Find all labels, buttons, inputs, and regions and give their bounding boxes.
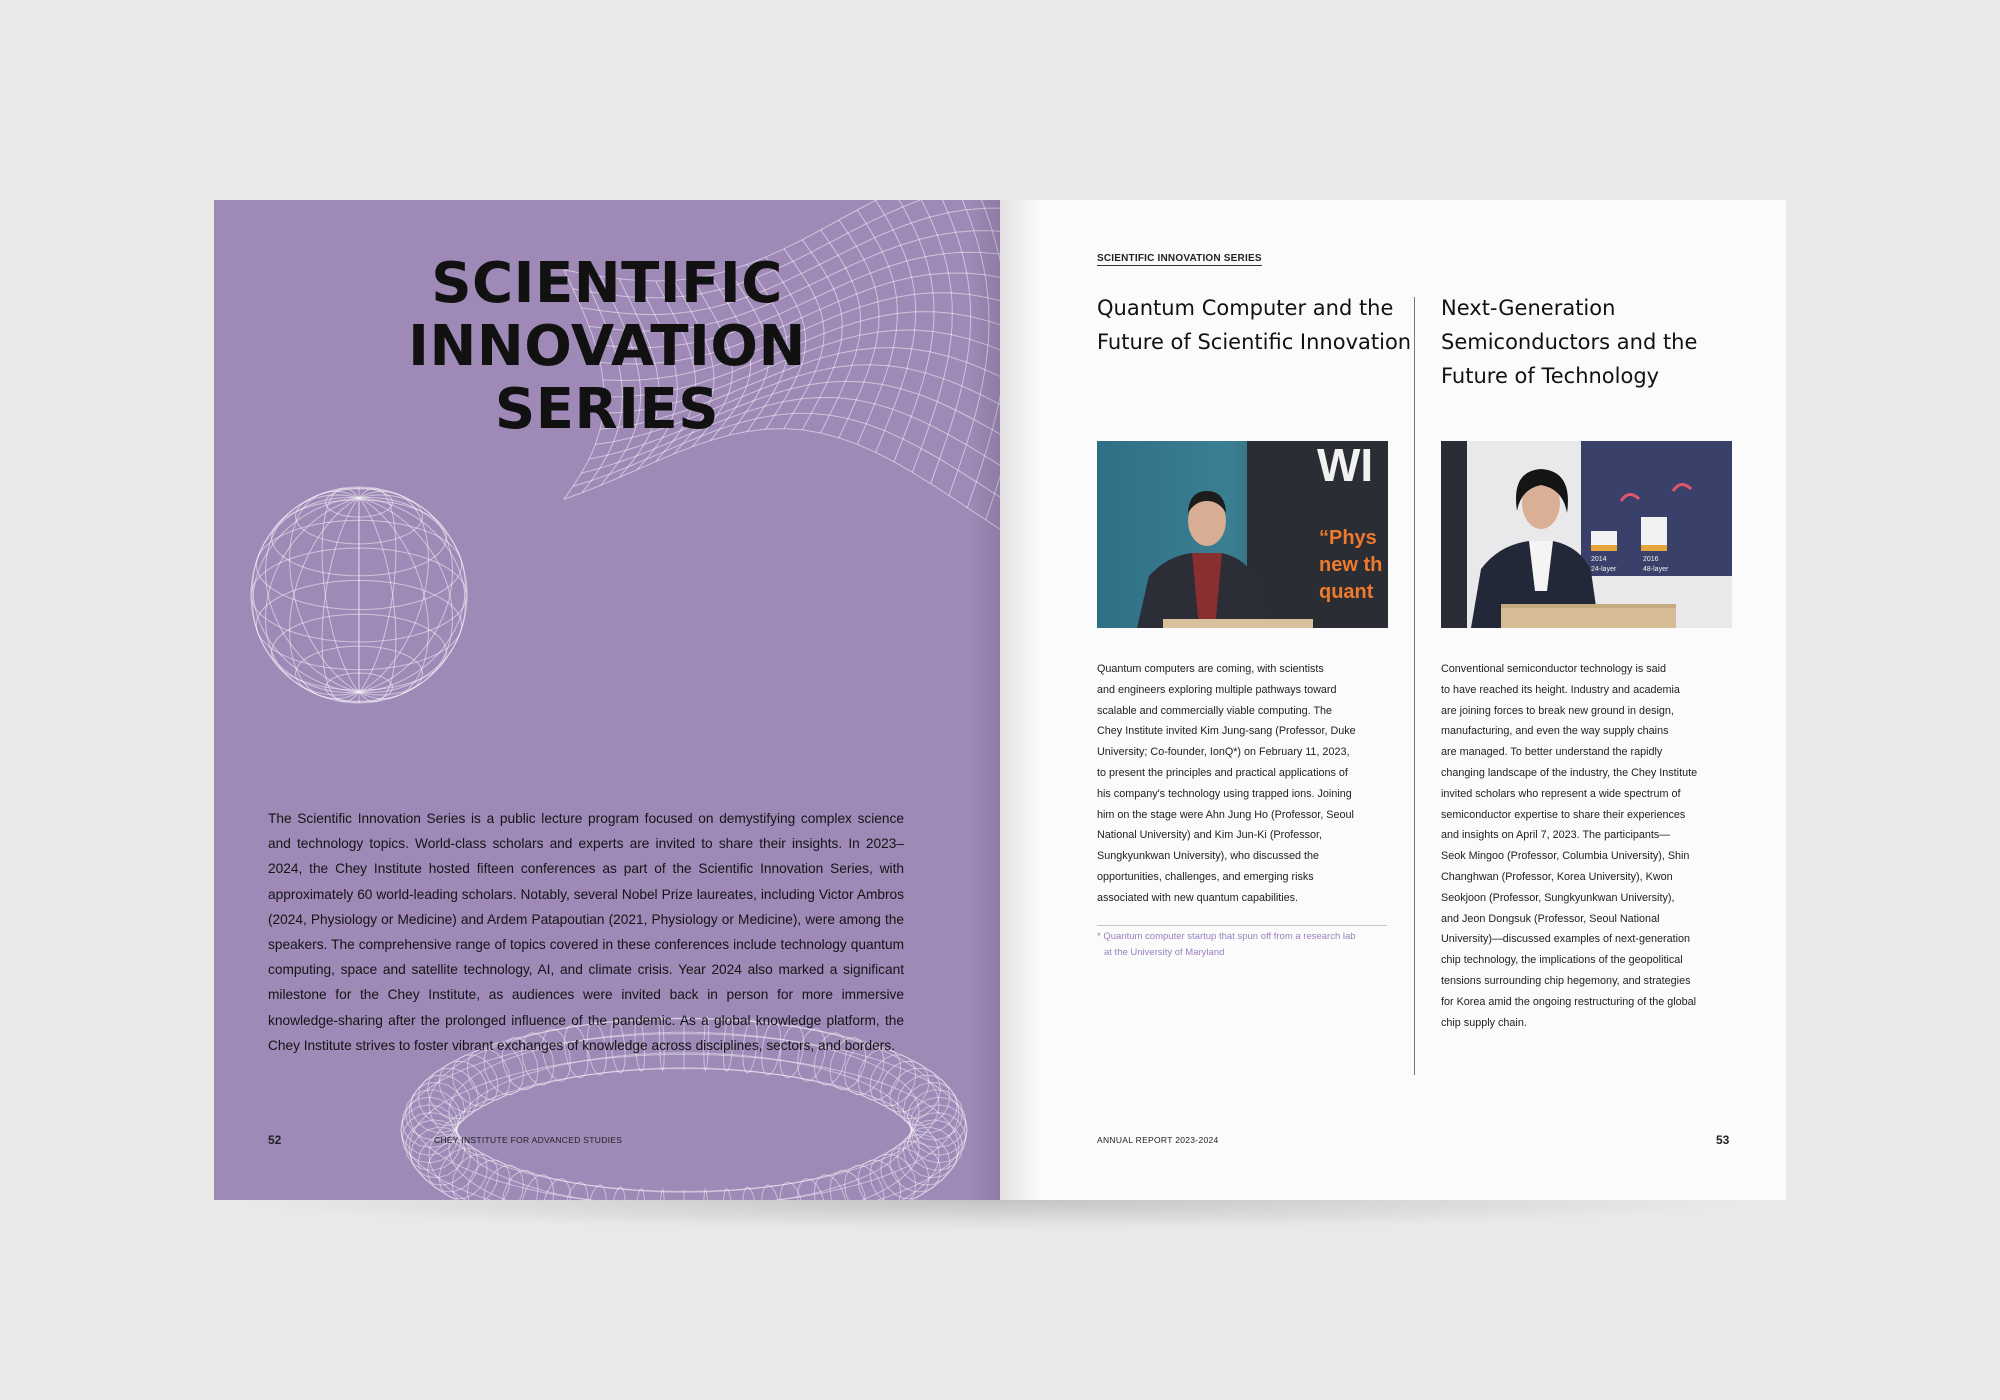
body-line: Quantum computers are coming, with scientists: [1097, 663, 1324, 675]
left-page: [214, 200, 1000, 1200]
body-line: Sungkyunkwan University), who discussed the: [1097, 850, 1320, 863]
footnote-line: at the University of Maryland: [1104, 947, 1225, 958]
footnote-rule: [1097, 925, 1387, 926]
body-line: Seokjoon (Professor, Sungkyunkwan University),: [1441, 891, 1675, 904]
body-line: chip supply chain.: [1441, 1016, 1527, 1029]
article-title-quantum: [1097, 291, 1411, 359]
body-line: associated with new quantum capabilities.: [1097, 891, 1299, 904]
running-footer: ANNUAL REPORT 2023-2024: [1097, 1135, 1219, 1145]
body-line: chip technology, the implications of the geopolitical: [1441, 954, 1683, 967]
body-line: invited scholars who represent a wide spectrum of: [1441, 787, 1681, 800]
article-title-semiconductors: [1441, 291, 1697, 393]
article-title-line: Future of Technology: [1441, 364, 1660, 388]
right-page: [1000, 200, 1786, 1200]
article-title-line: Semiconductors and the: [1441, 330, 1698, 354]
body-line: Conventional semiconductor technology is said: [1441, 663, 1667, 675]
article-title-line: Quantum Computer and the: [1097, 296, 1394, 320]
body-line: Chey Institute invited Kim Jung-sang (Professor, Duke: [1097, 725, 1356, 738]
footnote: [1097, 929, 1389, 961]
body-line: are joining forces to break new ground in design,: [1441, 704, 1674, 717]
running-footer: CHEY INSTITUTE FOR ADVANCED STUDIES: [434, 1135, 623, 1145]
body-line: to have reached its height. Industry and academia: [1441, 683, 1680, 696]
title-line: SCIENTIFIC: [431, 251, 783, 316]
body-line: tensions surrounding chip hegemony, and strategies: [1441, 974, 1691, 987]
photo-illustration: [1097, 441, 1388, 628]
article-title-line: Next-Generation: [1441, 296, 1616, 320]
body-line: opportunities, challenges, and emerging risks: [1097, 870, 1314, 883]
page-number: 53: [1716, 1133, 1730, 1147]
body-line: his company's technology using trapped ions. Joining: [1097, 787, 1352, 800]
photo-slide-text: 2014: [1591, 556, 1607, 563]
body-line: and Jeon Dongsuk (Professor, Seoul National: [1441, 912, 1660, 925]
photo-slide-text: WI: [1317, 441, 1374, 491]
photo-slide-text: 48-layer: [1643, 566, 1669, 573]
photo-slide-text: new th: [1319, 554, 1383, 576]
photo-slide-text: quant: [1319, 581, 1374, 603]
title-line: SERIES: [494, 377, 720, 442]
gutter-shadow: [1000, 200, 1040, 1200]
page-number: 52: [268, 1133, 282, 1147]
body-line: University)—discussed examples of next-generation: [1441, 933, 1691, 946]
body-line: for Korea amid the ongoing restructuring of the global: [1441, 995, 1697, 1008]
photo-slide-text: “Phys: [1319, 527, 1377, 549]
body-line: scalable and commercially viable computing. The: [1097, 704, 1333, 717]
article-body-semiconductors: [1441, 659, 1733, 1033]
article-title-line: Future of Scientific Innovation: [1097, 330, 1412, 354]
photo-slide-text: 2016: [1643, 556, 1659, 563]
body-line: Changhwan (Professor, Korea University), Kwon: [1441, 870, 1673, 883]
body-line: changing landscape of the industry, the Chey Institute: [1441, 766, 1698, 779]
photo-illustration: [1441, 441, 1732, 628]
column-divider: [1414, 297, 1415, 1075]
body-line: him on the stage were Ahn Jung Ho (Professor, Seoul: [1097, 808, 1354, 821]
body-line: National University) and Kim Jun-Ki (Professor,: [1097, 829, 1323, 842]
page-title: [214, 252, 1000, 441]
body-line: University; Co-founder, IonQ*) on February 11, 2023,: [1097, 746, 1350, 759]
photo-slide-text: 24-layer: [1591, 566, 1617, 573]
intro-paragraph: The Scientific Innovation Series is a public lecture program focused on demystifying complex science and technology topics. World-class scholars and experts are invited to share their insights. In 2023–2024, the Chey Institute hosted fifteen conferences as part of the Scientific Innovation Series, with approximately 60 world-leading scholars. Notably, several Nobel Prize laureates, including Victor Ambros (2024, Physiology or Medicine) and Ardem Patapoutian (2021, Physiology or Medicine), were among the speakers. The comprehensive range of topics covered in these conferences include technology quantum computing, space and satellite technology, AI, and climate crisis. Year 2024 also marked a significant milestone for the Chey Institute, as audiences were invited back in person for more immersive knowledge-sharing after the prolonged influence of the pandemic. As a global knowledge platform, the Chey Institute strives to foster vibrant exchanges of knowledge across disciplines, sectors, and borders.: [268, 811, 904, 1053]
gutter-shadow: [970, 200, 1000, 1200]
body-line: are managed. To better understand the rapidly: [1441, 746, 1663, 759]
title-line: INNOVATION: [408, 314, 806, 379]
speaker-photo-semiconductors: [1441, 441, 1732, 628]
body-line: manufacturing, and even the way supply chains: [1441, 725, 1669, 738]
wireframe-globe-graphic: [251, 487, 467, 703]
body-line: and insights on April 7, 2023. The participants—: [1441, 829, 1671, 842]
body-line: Seok Mingoo (Professor, Columbia University), Shin: [1441, 850, 1690, 863]
body-line: to present the principles and practical applications of: [1097, 766, 1348, 779]
body-line: and engineers exploring multiple pathways toward: [1097, 683, 1337, 696]
footnote-line: * Quantum computer startup that spun off from a research lab: [1097, 931, 1356, 942]
speaker-photo-quantum: [1097, 441, 1388, 628]
section-kicker: SCIENTIFIC INNOVATION SERIES: [1097, 253, 1262, 264]
article-body-quantum: [1097, 659, 1389, 909]
body-line: semiconductor expertise to share their experiences: [1441, 808, 1686, 821]
